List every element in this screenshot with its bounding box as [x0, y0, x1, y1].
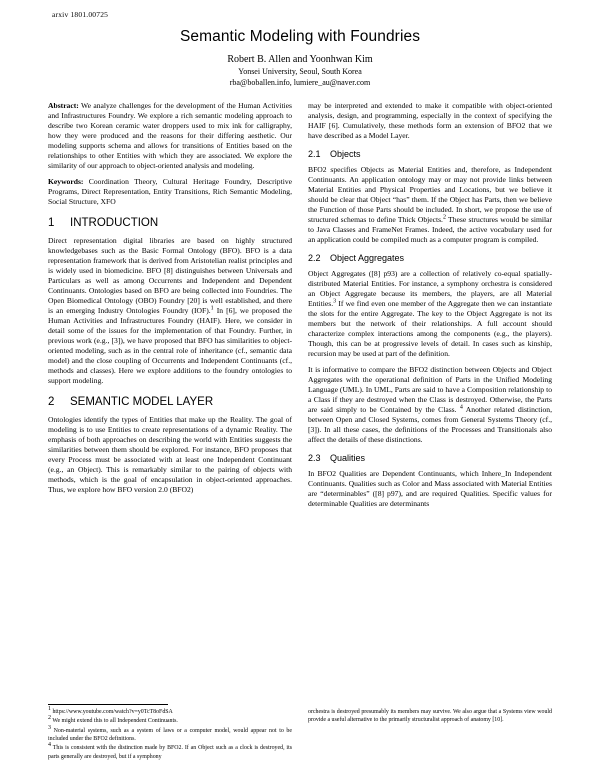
abstract-text: We analyze challenges for the development of the Human Activities and Infrastructures Foundry. We explore a rich semantic modeling approach to describe two Korean ceramic water droppers used to mix ink for calligraphy, how they were produced and the reasons for their differing aesthetic. Our modeling supports schema and allows for transitions of Entities based on the relationships to other Entities with which they are associated. We explore the similarity of our approach to object-oriented analysis and modeling. [48, 100, 292, 170]
left-column [48, 101, 292, 515]
section-heading-1 [48, 216, 292, 231]
paper-content [48, 28, 552, 515]
abstract-label: Abstract: [48, 100, 79, 110]
keywords-label: Keywords: [48, 176, 84, 186]
footnote-number: 3 [48, 724, 51, 731]
footnote-column-right [308, 708, 552, 762]
subsection-title-2-3: Qualities [330, 452, 366, 463]
subsection-heading-2-1 [308, 149, 552, 161]
subsection-number-2-1: 2.1 [308, 148, 321, 159]
footnote-column-left [48, 705, 292, 762]
footnotes [48, 704, 552, 762]
section-number-1: 1 [48, 216, 55, 229]
footnote-4-continued: orchestra is destroyed presumably its members may survive. We also argue that a Systems view would provide a useful alternative to the primarily structuralist approach of anatomy [10]. [308, 708, 552, 724]
footnote-marker: 4 [459, 404, 463, 411]
abstract-paragraph [48, 101, 292, 171]
page-title: Semantic Modeling with Foundries [179, 28, 421, 45]
section-title-2: SEMANTIC MODEL LAYER [70, 396, 214, 409]
right-intro-paragraph: may be interpreted and extended to make it compatible with object-oriented analysis, design, and programming, especially in the context of specifying the HAIF [6]. Cumulatively, these methods form an extension of BFO2 that we have described as a Model Layer. [308, 100, 552, 140]
two-column-body [48, 101, 552, 515]
right-column [308, 101, 552, 515]
footnote-number: 1 [48, 705, 51, 712]
section-number-2: 2 [48, 396, 55, 409]
subsection-number-2-2: 2.2 [308, 252, 321, 263]
footnote-3: $^3$ Non-material systems, such as a system of laws or a computer model, would appear not to be included under the BFO2 definitions. [48, 724, 292, 742]
section-1-paragraph-1: Direct representation digital libraries are based on highly structured knowledgebases such as the Basic Formal Ontology (BFO). BFO is a data representation framework that is derived from Aristotelian realist principles and is widely used in biomedicine. BFO [8] distinguishes between Universals and Particulars as well as among Occurrents and Independent and Dependent Continuants. Ontologies based on BFO are being collected into Foundries. The Open Biomedical Ontology (OBO) Foundry [20] is well established, and there is an emerging Industry Ontologies Foundry (IOF).$^1$ In [6], we proposed the Human Activities and Infrastructures Foundry (HAIF). Here, we consider in detail some of the issues for the implementation of that Foundry. Further, in previous work (e.g., [3]), we have proposed that BFO has similarities to object-oriented modeling, such as in the central role of inheritance (cf., semantic data model) and the close coupling of Occurrents and Independent Continuants (cf., methods and classes). Here we explore additions to the foundry ontologies to support modeling. [48, 235, 292, 386]
footnote-4: $^4$ This is consistent with the distinction made by BFO2. If an Object such as a clock is destroyed, its parts generally are destroyed, but if a symphony [48, 742, 292, 760]
subsection-heading-2-2 [308, 253, 552, 265]
footnote-2: $^2$ We might extend this to all Independent Continuants. [48, 715, 178, 725]
arxiv-stamp: arxiv 1801.00725 [52, 10, 109, 19]
authors: Robert B. Allen and Yoonhwan Kim [227, 54, 373, 65]
subsection-title-2-2: Object Aggregates [330, 252, 405, 263]
keywords-paragraph [48, 177, 292, 207]
section-2-paragraph-1: Ontologies identify the types of Entities that make up the Reality. The goal of modeling is to use Entities to create representations of a dynamic Reality. The emphasis of both approaches on describing the world with Entities suggests the similarities between them should be explored. For instance, BFO proposes that every Process must be associated with at least one Independent Continuant (e.g., an Object). This is remarkably similar to the pairing of objects with methods, which is the goal of encapsulation in object-oriented approaches. Thus, we explore how BFO version 2.0 (BFO2) [48, 415, 292, 495]
affiliation-line-2: rba@boballen.info, lumiere_au@naver.com [229, 77, 371, 87]
footnote-marker: 2 [442, 214, 446, 221]
subsection-number-2-3: 2.3 [308, 452, 321, 463]
footnote-columns [48, 705, 552, 762]
subsection-2-1-paragraph-1: BFO2 specifies Objects as Material Entities and, therefore, as Independent Continuants. An application ontology may or may not provide links between Material Entities and Physical Properties and Locations, but we believe it should be clear that Object “has” them. If the Object has Parts, then we believe the Function of those Parts should be included. In short, we propose the use of structured schemas to define Thick Objects.$^2$ These structures would be similar to Java Classes and FrameNet Frames. Indeed, the active vocabulary used for an application could be compiled much as a computer program is compiled. [308, 164, 552, 244]
footnote-number: 4 [48, 742, 51, 749]
footnote-number: 2 [48, 715, 51, 722]
affiliation-line-1: Yonsei University, Seoul, South Korea [238, 67, 362, 76]
subsection-2-2-paragraph-2: It is informative to compare the BFO2 distinction between Objects and Object Aggregates with the operational definition of Parts in the Unified Modeling Language (UML). In UML, Parts are said to have a Composition relationship to a Class if they are destroyed when the Class is destroyed. Otherwise, the Parts are said simply to be Contained by the Class. $^4$ Another related distinction, between Open and Closed Systems, comes from General Systems Theory (cf., [3]). In all these cases, the definitions of the Processes and Transitionals also affect the details of these distinctions. [308, 364, 552, 444]
section-title-1: INTRODUCTION [70, 216, 159, 229]
footnote-marker: 1 [210, 305, 214, 312]
subsection-2-2-paragraph-1: Object Aggregates ([8] p93) are a collection of relatively co-equal spatially-distributed Material Entities. For instance, a symphony orchestra is considered an Object Aggregate because its members, the players, are all Material Entities.$^3$ If we find even one member of the Aggregate then we can instantiate the slots for the entire Aggregate. The key to the Object Aggregate is not its members but the network of their relationships. A full account should characterize complex interactions among the components (e.g., the players). Though, this can be at progressive levels of detail. In cases such as kinship, recursion may be used at part of the definition. [308, 268, 552, 358]
subsection-2-3-paragraph-1: In BFO2 Qualities are Dependent Continuants, which Inhere_In Independent Continuants. Qualities such as Color and Mass associated with Material Entities are “determinables” ([8] p97), and are required Qualities. Specific values for determinable Qualities are determinants [308, 468, 552, 508]
subsection-title-2-1: Objects [330, 148, 361, 159]
subsection-heading-2-3 [308, 453, 552, 465]
footnote-rule [48, 704, 168, 705]
footnote-marker: 3 [333, 298, 337, 305]
footnote-1[interactable]: $^1$ https://www.youtube.com/watch?v=y0TcT8oFdSA [48, 705, 173, 715]
section-heading-2 [48, 395, 292, 410]
keywords-text: Coordination Theory, Cultural Heritage Foundry, Descriptive Programs, Direct Representation, Entity Transitions, Rich Semantic Modeling, Social Structure, XFO [48, 176, 292, 206]
